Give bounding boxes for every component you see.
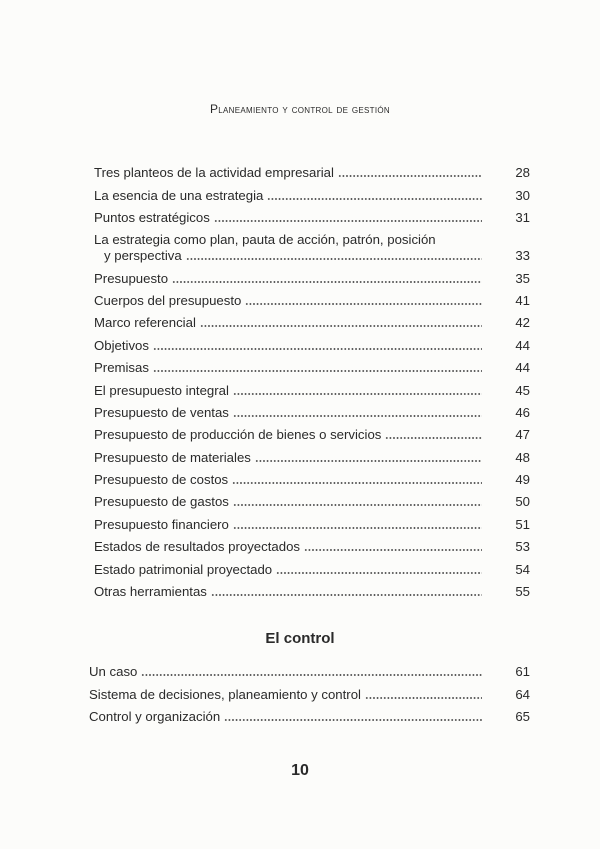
toc-entry-title: Presupuesto de materiales bbox=[94, 449, 251, 465]
toc-entry-title: Presupuesto de gastos bbox=[94, 494, 229, 510]
toc-entry-title: Marco referencial bbox=[94, 315, 196, 331]
toc-entry-page: 46 bbox=[515, 404, 530, 420]
dot-leader bbox=[141, 673, 482, 677]
toc-entry bbox=[94, 421, 530, 443]
dot-leader bbox=[233, 414, 482, 418]
toc-entry-page: 50 bbox=[515, 494, 530, 510]
toc-entry-page: 44 bbox=[515, 337, 530, 353]
toc-entry bbox=[94, 204, 530, 226]
toc-entry bbox=[89, 703, 530, 725]
toc-entry-title: Estados de resultados proyectados bbox=[94, 539, 300, 555]
dot-leader bbox=[214, 219, 482, 223]
dot-leader bbox=[153, 347, 482, 351]
dot-leader bbox=[233, 503, 482, 507]
toc-entry bbox=[94, 287, 530, 309]
toc-entry-page: 41 bbox=[515, 292, 530, 308]
toc-entry-title: Estado patrimonial proyectado bbox=[94, 561, 273, 577]
toc-list-control bbox=[89, 658, 530, 725]
toc-entry bbox=[94, 181, 530, 203]
toc-entry-page: 28 bbox=[515, 165, 530, 181]
toc-entry bbox=[94, 466, 530, 488]
toc-entry bbox=[94, 488, 530, 510]
toc-entry-page: 49 bbox=[515, 472, 530, 488]
toc-entry-title: Control y organización bbox=[89, 709, 221, 725]
dot-leader bbox=[186, 257, 482, 261]
toc-entry-title: Un caso bbox=[89, 664, 138, 680]
dot-leader bbox=[245, 302, 482, 306]
section-title: El control bbox=[265, 630, 335, 647]
toc-entry-page: 61 bbox=[515, 664, 530, 680]
toc-entry-page: 55 bbox=[515, 584, 530, 600]
toc-entry-page: 51 bbox=[515, 516, 530, 532]
dot-leader bbox=[276, 571, 482, 575]
toc-entry-title: La estrategia como plan, pauta de acción, patrón, posición bbox=[94, 232, 436, 248]
toc-entry-page: 65 bbox=[515, 709, 530, 725]
toc-entry bbox=[94, 354, 530, 376]
toc-entry-title: Cuerpos del presupuesto bbox=[94, 292, 242, 308]
toc-entry bbox=[94, 331, 530, 353]
toc-entry-title: Premisas bbox=[94, 360, 149, 376]
toc-entry-page: 48 bbox=[515, 449, 530, 465]
toc-entry-page: 42 bbox=[515, 315, 530, 331]
toc-entry bbox=[94, 443, 530, 465]
toc-entry bbox=[89, 658, 530, 680]
toc-entry-title-cont: y perspectiva bbox=[104, 248, 182, 264]
running-head: Planeamiento y control de gestión bbox=[209, 102, 390, 116]
toc-list-planning bbox=[94, 159, 530, 600]
toc-entry-page: 53 bbox=[515, 539, 530, 555]
toc-entry bbox=[94, 264, 530, 286]
toc-entry bbox=[94, 376, 530, 398]
toc-entry bbox=[94, 399, 530, 421]
dot-leader bbox=[304, 548, 482, 552]
toc-entry-title: Presupuesto de ventas bbox=[94, 404, 229, 420]
toc-entry-title: Presupuesto de producción de bienes o servicios bbox=[94, 427, 382, 443]
toc-entry-page: 64 bbox=[515, 686, 530, 702]
toc-entry-page: 30 bbox=[515, 187, 530, 203]
toc-entry-page: 45 bbox=[515, 382, 530, 398]
dot-leader bbox=[365, 696, 482, 700]
toc-entry bbox=[94, 309, 530, 331]
dot-leader bbox=[338, 174, 482, 178]
toc-entry bbox=[94, 555, 530, 577]
toc-entry-title: Presupuesto financiero bbox=[94, 516, 229, 532]
toc-entry bbox=[94, 159, 530, 181]
dot-leader bbox=[200, 324, 482, 328]
toc-entry-title: Tres planteos de la actividad empresarial bbox=[94, 165, 334, 181]
toc-entry-title: El presupuesto integral bbox=[94, 382, 229, 398]
dot-leader bbox=[153, 369, 482, 373]
toc-entry bbox=[94, 226, 530, 264]
dot-leader bbox=[385, 436, 482, 440]
dot-leader bbox=[233, 392, 482, 396]
toc-entry bbox=[89, 680, 530, 702]
toc-entry-page: 35 bbox=[515, 270, 530, 286]
toc-entry-page: 54 bbox=[515, 561, 530, 577]
toc-entry-title: Objetivos bbox=[94, 337, 149, 353]
toc-entry-title: Otras herramientas bbox=[94, 584, 207, 600]
dot-leader bbox=[172, 280, 482, 284]
toc-entry-page: 44 bbox=[515, 360, 530, 376]
dot-leader bbox=[255, 459, 482, 463]
toc-entry-title: Puntos estratégicos bbox=[94, 210, 210, 226]
dot-leader bbox=[233, 526, 482, 530]
toc-entry-page: 33 bbox=[515, 248, 530, 264]
toc-entry-title: Presupuesto de costos bbox=[94, 472, 229, 488]
toc-entry-title: Sistema de decisiones, planeamiento y control bbox=[89, 686, 361, 702]
page-number: 10 bbox=[291, 762, 309, 779]
toc-entry-page: 47 bbox=[515, 427, 530, 443]
dot-leader bbox=[232, 481, 482, 485]
toc-entry bbox=[94, 533, 530, 555]
toc-entry-title: Presupuesto bbox=[94, 270, 169, 286]
toc-entry bbox=[94, 510, 530, 532]
toc-entry-page: 31 bbox=[515, 210, 530, 226]
dot-leader bbox=[211, 593, 482, 597]
dot-leader bbox=[224, 718, 482, 722]
toc-entry-title: La esencia de una estrategia bbox=[94, 187, 264, 203]
toc-entry bbox=[94, 578, 530, 600]
dot-leader bbox=[267, 197, 482, 201]
